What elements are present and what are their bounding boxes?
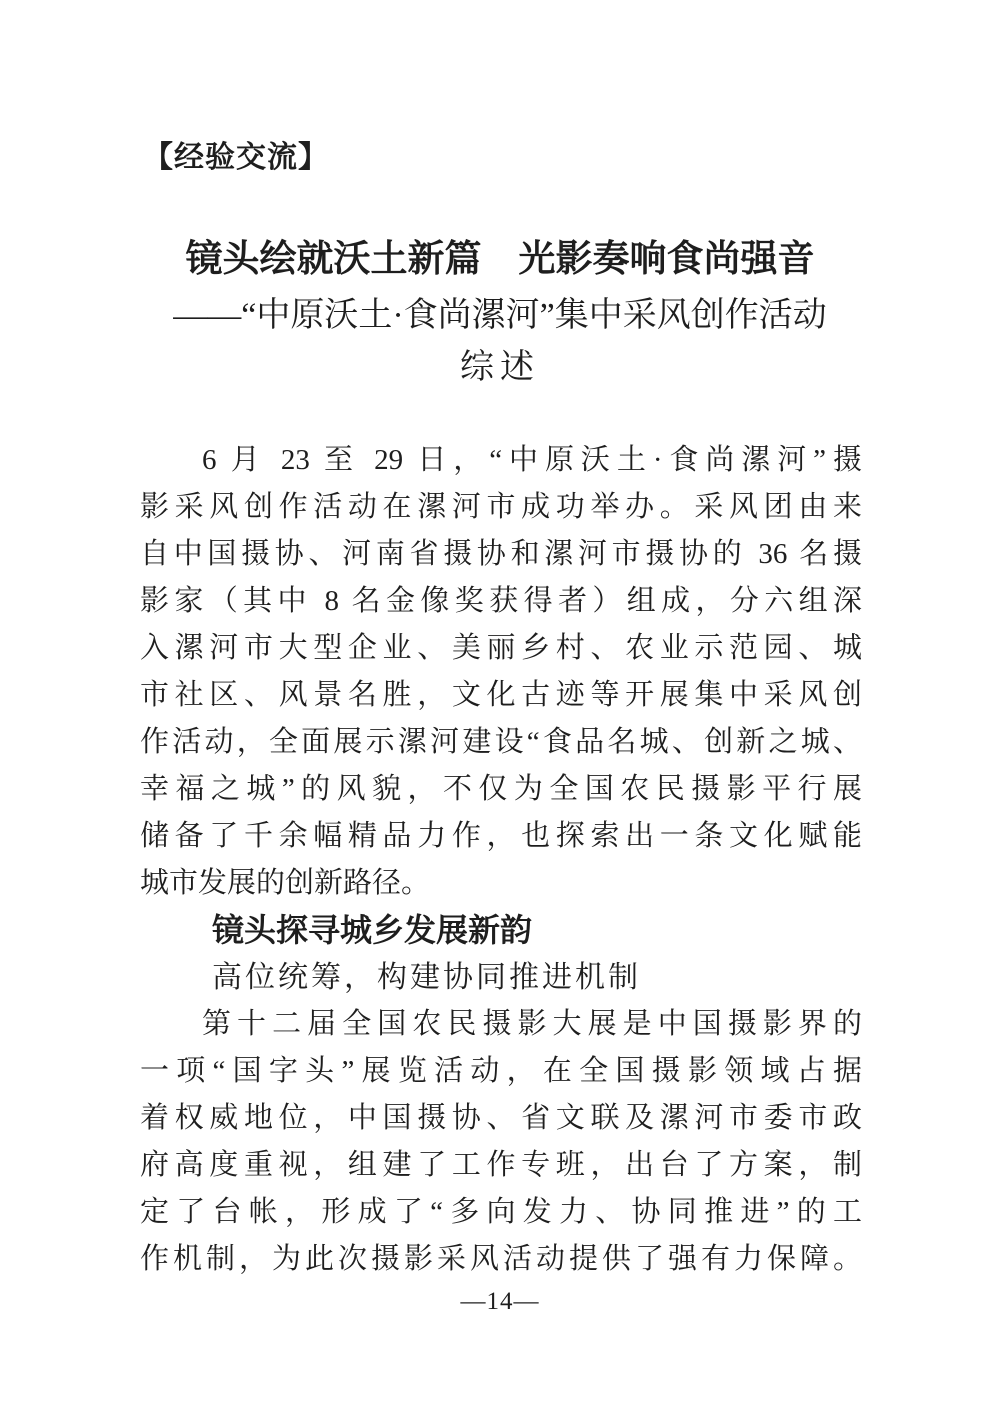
page-number: —14— — [460, 1288, 540, 1315]
paragraph-line: 作活动，全面展示漯河建设“食品名城、创新之城、 — [140, 726, 862, 758]
subsection-subheading: 高位统筹，构建协同推进机制 — [212, 961, 641, 994]
paragraph-line: 一项“国字头”展览活动，在全国摄影领域占据 — [140, 1055, 862, 1087]
paragraph-line: 幸福之城”的风貌，不仅为全国农民摄影平行展 — [140, 773, 862, 805]
subsection-heading: 镜头探寻城乡发展新韵 — [212, 912, 533, 948]
document-subtitle — [0, 290, 1000, 394]
paragraph-line: 作机制，为此次摄影采风活动提供了强有力保障。 — [140, 1243, 862, 1275]
paragraph-line: 市社区、风景名胜，文化古迹等开展集中采风创 — [140, 679, 862, 711]
paragraph-line: 城市发展的创新路径。 — [140, 867, 431, 899]
document-title: 镜头绘就沃土新篇 光影奏响食尚强音 — [185, 238, 815, 279]
paragraph-line: 入漯河市大型企业、美丽乡村、农业示范园、城 — [140, 632, 862, 664]
paragraph-line: 影采风创作活动在漯河市成功举办。采风团由来 — [140, 491, 862, 523]
paragraph-line: 自中国摄协、河南省摄协和漯河市摄协的 36 名摄 — [140, 538, 862, 570]
paragraph-line: 第十二届全国农民摄影大展是中国摄影界的 — [202, 1008, 862, 1040]
section-label: 【经验交流】 — [143, 141, 329, 174]
body-text — [140, 437, 862, 1283]
paragraph-line: 定了台帐，形成了“多向发力、协同推进”的工 — [140, 1196, 862, 1228]
subtitle-line-2: 综述 — [460, 349, 540, 386]
paragraph-line: 府高度重视，组建了工作专班，出台了方案，制 — [140, 1149, 862, 1181]
paragraph-line: 着权威地位，中国摄协、省文联及漯河市委市政 — [140, 1102, 862, 1134]
paragraph-line: 储备了千余幅精品力作，也探索出一条文化赋能 — [140, 820, 862, 852]
paragraph-line: 影家（其中 8 名金像奖获得者）组成，分六组深 — [140, 585, 862, 617]
subtitle-line-1: ——“中原沃土·食尚漯河”集中采风创作活动 — [173, 297, 827, 334]
paragraph-line: 6 月 23 至 29 日，“中原沃土·食尚漯河”摄 — [202, 444, 862, 476]
